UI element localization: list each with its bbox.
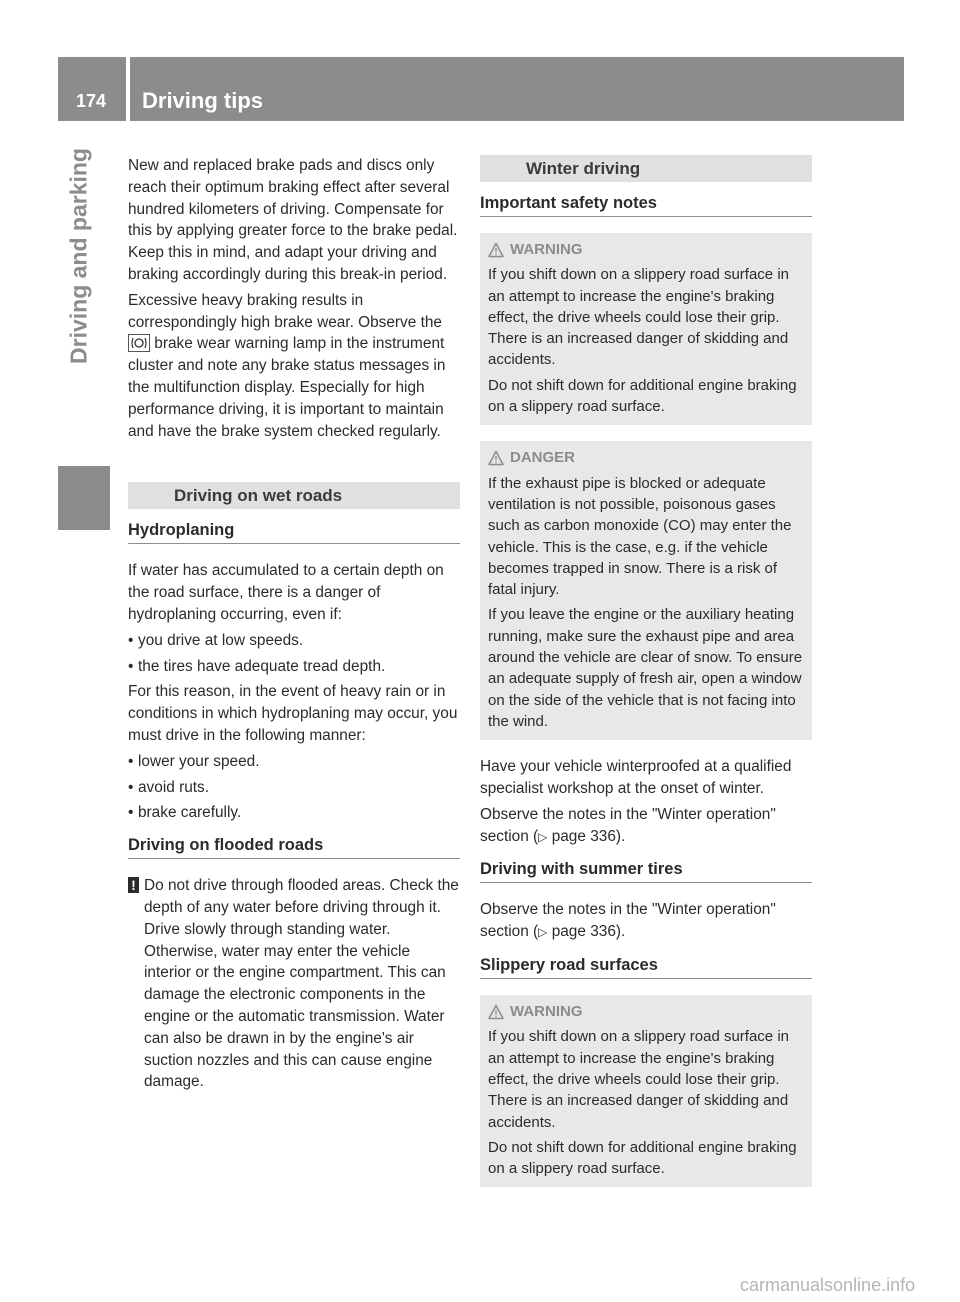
warning-title-text: WARNING xyxy=(510,1003,583,1021)
danger-paragraph: If the exhaust pipe is blocked or adequate ventilation is not possible, poisonous gases such as carbon monoxide (CO) may enter the vehicle. This is the case, e.g. if the vehicle becomes trapped in snow. There is a risk of fatal injury. xyxy=(488,474,792,599)
intro-paragraph-1: New and replaced brake pads and discs only reach their optimum braking effect after several hundred kilometers of driving. Compensate for this by applying greater force to the brake pedal. Keep this in mind, and adapt your driving and braking accordingly during this break-in period. xyxy=(128,157,458,283)
list-item: • brake carefully. xyxy=(128,802,460,824)
flooded-roads-notice-text: Do not drive through flooded areas. Check the depth of any water before driving through it. Drive slowly through standing water. Otherwise, water may enter the vehicle interior or the engine compartment. This can damage the electronic components in the engine or the automatic transmission. Water can also be drawn in by the engine's air suction nozzles and this can cause engine damage. xyxy=(144,877,459,1091)
intro-paragraph-2 xyxy=(128,290,460,443)
hydroplaning-heading: Hydroplaning xyxy=(128,519,460,544)
section-wet-roads: Driving on wet roads xyxy=(128,482,460,509)
hydroplaning-actions-list xyxy=(128,751,460,824)
flooded-roads-notice xyxy=(128,875,460,1093)
warning-paragraph: If you shift down on a slippery road surface in an attempt to increase the engine's braking effect, the drive wheels could lose their grip. There is an increased danger of skidding and accidents. xyxy=(488,266,789,369)
observe-close: ). xyxy=(615,827,626,845)
watermark: carmanualsonline.info xyxy=(740,1275,916,1295)
summer-tires-heading: Driving with summer tires xyxy=(480,858,812,883)
observe-close: ). xyxy=(615,923,626,941)
brake-wear-lamp-icon xyxy=(128,334,150,352)
exclamation-icon: ! xyxy=(128,877,139,893)
safety-notes-heading: Important safety notes xyxy=(480,192,812,217)
list-item: • avoid ruts. xyxy=(128,777,460,799)
warning-paragraph: If you shift down on a slippery road surface in an attempt to increase the engine's braking effect, the drive wheels could lose their grip. There is an increased danger of skidding and accidents. xyxy=(488,1028,789,1131)
hydroplaning-paragraph-1: If water has accumulated to a certain depth on the road surface, there is a danger of hydroplaning occurring, even if: xyxy=(128,562,444,623)
intro-paragraph-2-start: Excessive heavy braking results in correspondingly high brake wear. Observe the xyxy=(128,291,442,331)
hydroplaning-conditions-list xyxy=(128,630,460,678)
section-winter-driving: Winter driving xyxy=(480,155,812,182)
page-number: 174 xyxy=(75,91,107,111)
warning-triangle-icon xyxy=(488,1004,504,1020)
page-reference-link[interactable]: page 336 xyxy=(551,827,616,845)
observe-notes-paragraph-2 xyxy=(480,899,812,944)
warning-box-downshift xyxy=(480,233,812,425)
flooded-roads-heading: Driving on flooded roads xyxy=(128,834,460,859)
danger-box-exhaust xyxy=(480,441,812,740)
observe-text: Observe the notes in the "Winter operation" section ( xyxy=(480,805,776,845)
warning-paragraph: Do not shift down for additional engine braking on a slippery road surface. xyxy=(488,376,797,416)
header-divider xyxy=(126,57,130,121)
left-column xyxy=(128,155,460,1097)
page-reference-arrow-icon: ▷ xyxy=(538,829,548,844)
warning-title xyxy=(488,239,804,260)
warning-box-slippery xyxy=(480,995,812,1187)
observe-notes-paragraph-1 xyxy=(480,804,812,849)
slippery-roads-heading: Slippery road surfaces xyxy=(480,954,812,979)
page-reference-arrow-icon: ▷ xyxy=(538,925,548,940)
chapter-side-tab: Driving and parking xyxy=(65,148,92,364)
warning-triangle-icon xyxy=(488,242,504,258)
page-reference-link[interactable]: page 336 xyxy=(551,923,616,941)
warning-paragraph: Do not shift down for additional engine braking on a slippery road surface. xyxy=(488,1138,797,1178)
warning-title xyxy=(488,1001,804,1022)
danger-title xyxy=(488,447,804,468)
chapter-marker-block xyxy=(58,466,110,530)
right-column xyxy=(480,155,812,1203)
observe-text: Observe the notes in the "Winter operation" section ( xyxy=(480,901,776,941)
winterproof-paragraph: Have your vehicle winterproofed at a qualified specialist workshop at the onset of winter. xyxy=(480,758,792,798)
warning-title-text: WARNING xyxy=(510,241,583,258)
intro-paragraph-2-end: brake wear warning lamp in the instrument cluster and note any brake status messages in the multifunction display. Especially for high performance driving, it is important to maintain and have the brake system checked regularly. xyxy=(128,335,446,440)
list-item: • you drive at low speeds. xyxy=(128,630,460,652)
list-item: • the tires have adequate tread depth. xyxy=(128,656,460,678)
danger-paragraph: If you leave the engine or the auxiliary heating running, make sure the exhaust pipe and area around the vehicle are clear of snow. To ensure an adequate supply of fresh air, open a window on the side of the vehicle that is not facing into the wind. xyxy=(488,606,803,730)
danger-title-text: DANGER xyxy=(510,449,576,467)
warning-triangle-icon xyxy=(488,450,504,466)
page-title: Driving tips xyxy=(142,88,264,113)
hydroplaning-paragraph-2: For this reason, in the event of heavy rain or in conditions in which hydroplaning may occur, you must drive in the following manner: xyxy=(128,683,458,744)
page-header xyxy=(58,57,904,121)
list-item: • lower your speed. xyxy=(128,751,460,773)
